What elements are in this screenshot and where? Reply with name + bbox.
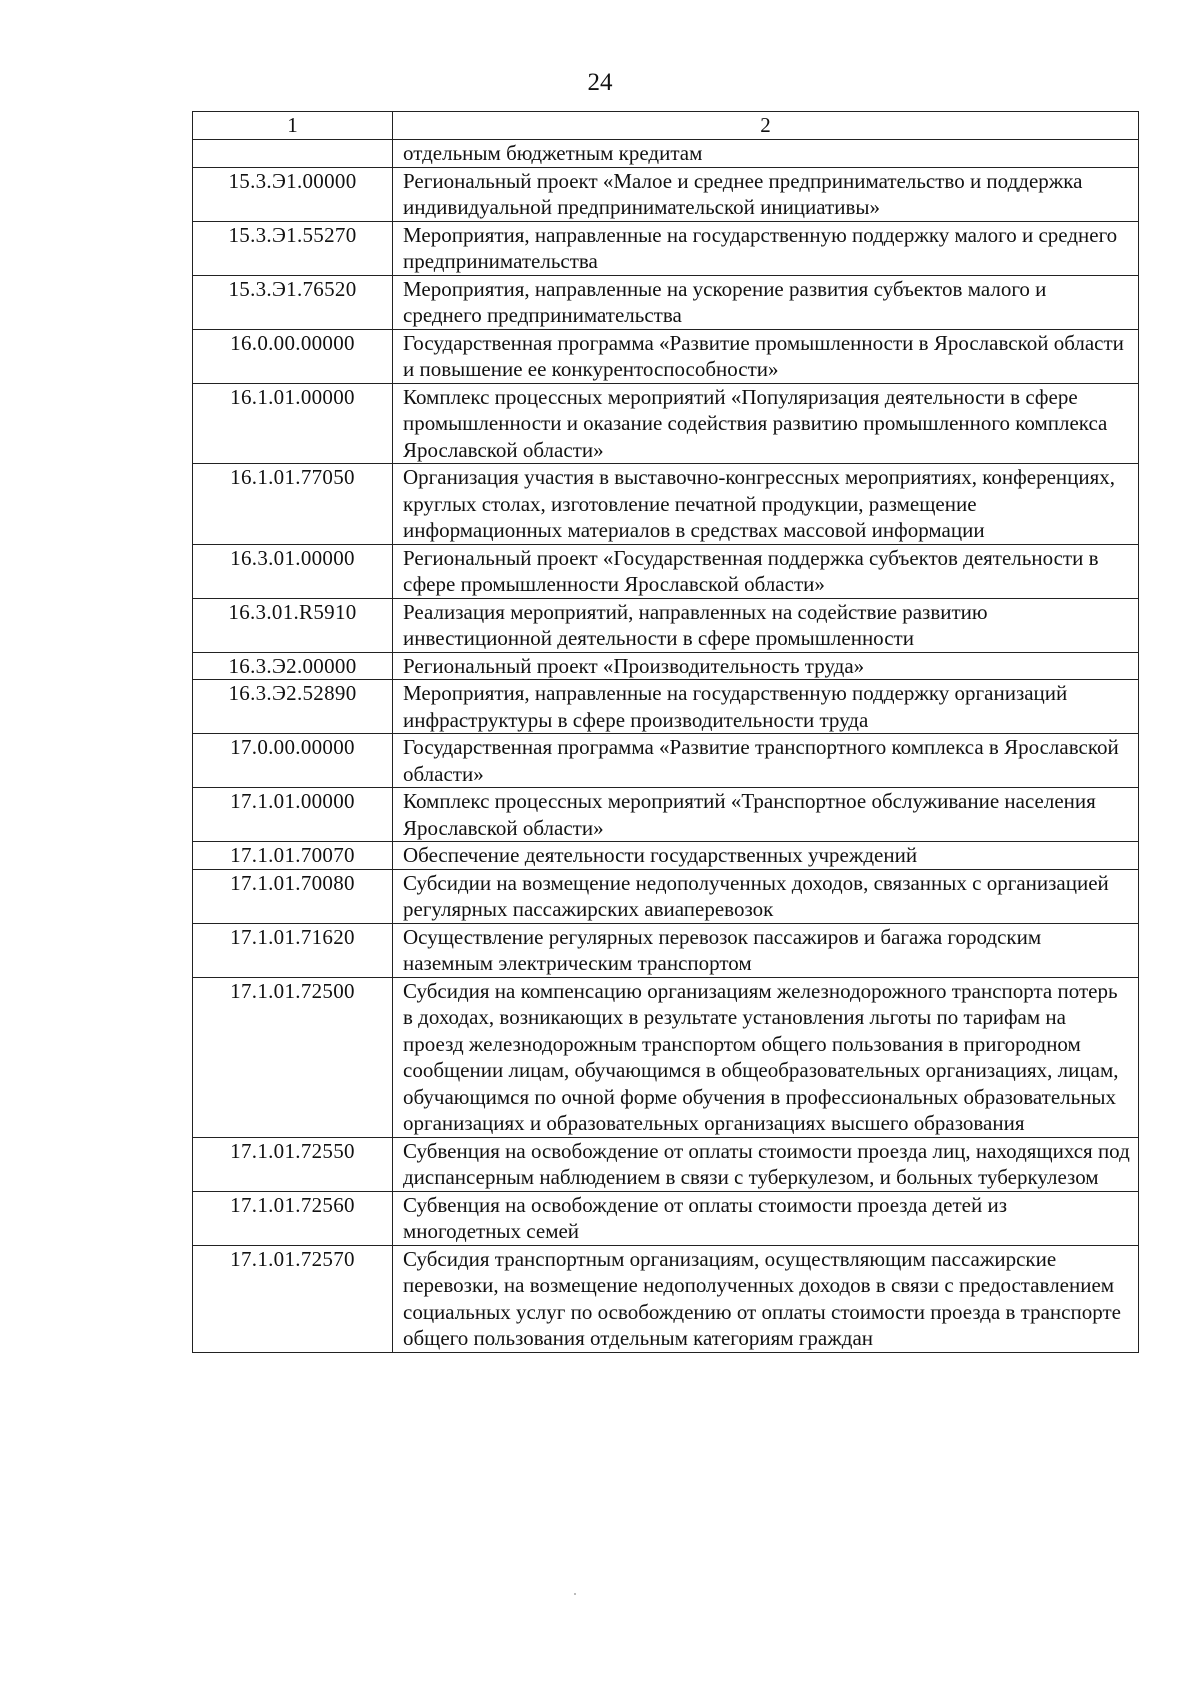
table-row (193, 1137, 1139, 1191)
code-cell: 17.1.01.72500 (193, 977, 393, 1137)
code-cell: 16.1.01.77050 (193, 464, 393, 545)
description-cell: Региональный проект «Малое и среднее предпринимательство и поддержка индивидуальной предпринимательской инициативы» (393, 167, 1139, 221)
description-cell: Государственная программа «Развитие промышленности в Ярославской области и повышение ее конкурентоспособности» (393, 329, 1139, 383)
table-row (193, 1191, 1139, 1245)
scan-speck (574, 1593, 576, 1595)
description-cell: Организация участия в выставочно-конгрессных мероприятиях, конференциях, круглых столах, изготовление печатной продукции, размещение информационных материалов в средствах массовой информации (393, 464, 1139, 545)
table-row (193, 788, 1139, 842)
table-row (193, 652, 1139, 680)
description-cell: Региональный проект «Производительность труда» (393, 652, 1139, 680)
code-cell: 17.1.01.72550 (193, 1137, 393, 1191)
table-row (193, 734, 1139, 788)
table-row (193, 680, 1139, 734)
description-cell: Реализация мероприятий, направленных на содействие развитию инвестиционной деятельности в сфере промышленности (393, 598, 1139, 652)
column-header-code: 1 (193, 112, 393, 140)
code-cell: 15.3.Э1.00000 (193, 167, 393, 221)
description-cell: отдельным бюджетным кредитам (393, 140, 1139, 168)
description-cell: Субсидии на возмещение недополученных доходов, связанных с организацией регулярных пассажирских авиаперевозок (393, 869, 1139, 923)
table-row (193, 464, 1139, 545)
code-cell: 17.1.01.72560 (193, 1191, 393, 1245)
table-row (193, 140, 1139, 168)
budget-classification-table (192, 111, 1139, 1353)
table-row (193, 544, 1139, 598)
description-cell: Комплекс процессных мероприятий «Транспортное обслуживание населения Ярославской области» (393, 788, 1139, 842)
description-cell: Осуществление регулярных перевозок пассажиров и багажа городским наземным электрическим транспортом (393, 923, 1139, 977)
code-cell: 17.1.01.72570 (193, 1245, 393, 1352)
code-cell: 16.3.Э2.00000 (193, 652, 393, 680)
description-cell: Субсидия транспортным организациям, осуществляющим пассажирские перевозки, на возмещение недополученных доходов в связи с предоставлением социальных услуг по освобождению от оплаты стоимости проезда в транспорте общего пользования отдельным категориям граждан (393, 1245, 1139, 1352)
code-cell: 16.0.00.00000 (193, 329, 393, 383)
code-cell: 17.1.01.70070 (193, 842, 393, 870)
table-row (193, 869, 1139, 923)
code-cell: 17.1.01.00000 (193, 788, 393, 842)
table-header-row (193, 112, 1139, 140)
description-cell: Субсидия на компенсацию организациям железнодорожного транспорта потерь в доходах, возникающих в результате установления льготы по тарифам на проезд железнодорожным транспортом общего пользования в пригородном сообщении лицам, обучающимся в общеобразовательных организациях, лицам, обучающимся по очной форме обучения в профессиональных образовательных организациях и образовательных организациях высшего образования (393, 977, 1139, 1137)
table-row (193, 167, 1139, 221)
table-row (193, 1245, 1139, 1352)
table-row (193, 977, 1139, 1137)
code-cell: 15.3.Э1.55270 (193, 221, 393, 275)
description-cell: Мероприятия, направленные на ускорение развития субъектов малого и среднего предпринимательства (393, 275, 1139, 329)
column-header-description: 2 (393, 112, 1139, 140)
code-cell: 17.1.01.71620 (193, 923, 393, 977)
description-cell: Мероприятия, направленные на государственную поддержку малого и среднего предпринимательства (393, 221, 1139, 275)
description-cell: Комплекс процессных мероприятий «Популяризация деятельности в сфере промышленности и оказание содействия развитию промышленного комплекса Ярославской области» (393, 383, 1139, 464)
code-cell: 17.0.00.00000 (193, 734, 393, 788)
code-cell (193, 140, 393, 168)
description-cell: Субвенция на освобождение от оплаты стоимости проезда детей из многодетных семей (393, 1191, 1139, 1245)
code-cell: 16.1.01.00000 (193, 383, 393, 464)
table-row (193, 923, 1139, 977)
description-cell: Обеспечение деятельности государственных учреждений (393, 842, 1139, 870)
description-cell: Региональный проект «Государственная поддержка субъектов деятельности в сфере промышленности Ярославской области» (393, 544, 1139, 598)
table-row (193, 221, 1139, 275)
code-cell: 16.3.01.00000 (193, 544, 393, 598)
code-cell: 16.3.Э2.52890 (193, 680, 393, 734)
table-row (193, 275, 1139, 329)
page-number: 24 (587, 69, 613, 96)
table-row (193, 329, 1139, 383)
description-cell: Государственная программа «Развитие транспортного комплекса в Ярославской области» (393, 734, 1139, 788)
description-cell: Субвенция на освобождение от оплаты стоимости проезда лиц, находящихся под диспансерным наблюдением в связи с туберкулезом, и больных туберкулезом (393, 1137, 1139, 1191)
code-cell: 15.3.Э1.76520 (193, 275, 393, 329)
table-row (193, 383, 1139, 464)
code-cell: 17.1.01.70080 (193, 869, 393, 923)
code-cell: 16.3.01.R5910 (193, 598, 393, 652)
table-row (193, 598, 1139, 652)
table-row (193, 842, 1139, 870)
table-body (193, 140, 1139, 1353)
description-cell: Мероприятия, направленные на государственную поддержку организаций инфраструктуры в сфере производительности труда (393, 680, 1139, 734)
